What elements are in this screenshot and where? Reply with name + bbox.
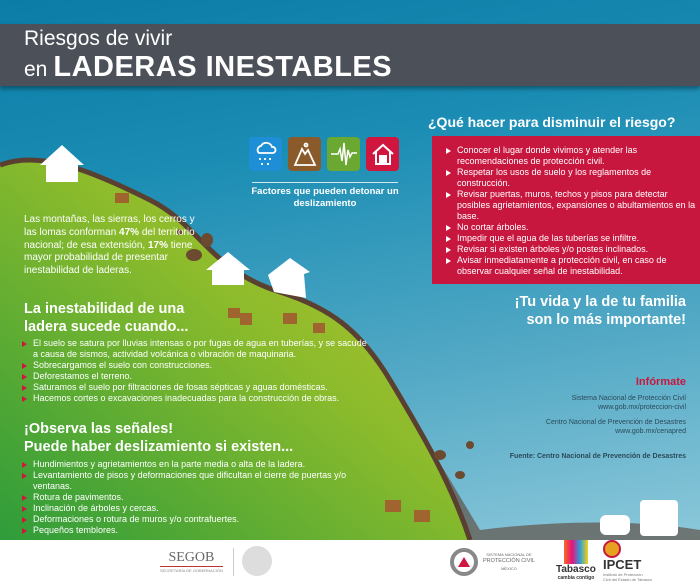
sinaproc-line: PROTECCIÓN CIVIL (483, 558, 535, 564)
sinaproc-line: MÉXICO (501, 566, 517, 571)
list-item: Respetar los usos de suelo y los reglamentos de construcción. (444, 167, 696, 189)
actions-heading: ¿Qué hacer para disminuir el riesgo? (428, 114, 676, 130)
tabasco-logo (556, 540, 596, 581)
slogan (515, 293, 686, 329)
list-item: No cortar árboles. (444, 222, 696, 233)
list-item: El suelo se satura por lluvias intensas o por fugas de agua en tuberías, y se sacude a causa de sismos, actividad volcánica o vibración de maquinaria. (20, 338, 370, 360)
ipcet-emblem-icon (603, 540, 621, 558)
mexico-seal-icon (242, 546, 272, 576)
house-damage-icon (366, 137, 399, 171)
intro-stat: 47% (119, 226, 140, 238)
list-item: Conocer el lugar donde vivimos y atender las recomendaciones de protección civil. (444, 145, 696, 167)
intro-text (24, 214, 204, 278)
list-item: Revisar puertas, muros, techos y pisos para detectar posibles agrietamientos, expansiones o abultamientos en la base. (444, 189, 696, 222)
list-item: Deforestamos el terreno. (20, 371, 370, 382)
ipcet-text: IPCET (603, 557, 642, 572)
house-icon (40, 145, 84, 182)
title-banner (0, 24, 700, 86)
earthquake-icon (327, 137, 360, 171)
tabasco-t-icon (564, 540, 588, 564)
list-item: Levantamiento de pisos y deformaciones que dificultan el cierre de puertas y/o ventanas. (20, 470, 370, 492)
list-item: Deformaciones o rotura de muros y/o contrafuertes. (20, 514, 370, 525)
list-item: Pequeños temblores. (20, 525, 370, 536)
volcano-icon (288, 137, 321, 171)
list-item: Avisar inmediatamente a protección civil, en caso de observar cualquier señal de inestabilidad. (444, 255, 696, 277)
divider (233, 548, 234, 576)
cracked-house-icon (268, 258, 310, 298)
list-item: Hundimientos y agrietamientos en la parte media o alta de la ladera. (20, 459, 370, 470)
source-sinaproc (572, 394, 686, 412)
list-item: Impedir que el agua de las tuberías se infiltre. (444, 233, 696, 244)
intro-part: del territorio nacional; de esa extensión, (24, 226, 195, 251)
intro-part: Las montañas, las sierras, los cerros y las lomas conforman (24, 214, 195, 238)
tabasco-text: Tabasco (556, 564, 596, 575)
instability-heading: La inestabilidad de una ladera sucede cuando... (24, 301, 189, 335)
slogan-line-2: son lo más importante! (526, 312, 686, 328)
footer-logos (0, 540, 700, 584)
title-prefix: en (24, 58, 48, 81)
list-item: Hacemos cortes o excavaciones inadecuadas para la construcción de obras. (20, 393, 370, 404)
list-item: Saturamos el suelo por filtraciones de fosas sépticas y aguas domésticas. (20, 382, 370, 393)
actions-box (432, 136, 700, 284)
sinaproc-text (483, 551, 535, 572)
divider (252, 182, 398, 183)
source-url[interactable]: www.gob.mx/cenapred (615, 428, 686, 435)
intro-stat: 17% (147, 239, 168, 251)
signals-title-2: Puede haber deslizamiento si existen... (24, 439, 294, 455)
segob-subtitle: SECRETARÍA DE GOBERNACIÓN (160, 568, 223, 573)
signals-heading (24, 420, 344, 456)
factors-caption: Factores que pueden detonar un deslizamiento (251, 186, 399, 209)
source-cenapred (546, 418, 686, 436)
signals-title-1: ¡Observa las señales! (24, 421, 174, 437)
sinaproc-line: SISTEMA NACIONAL DE (486, 552, 532, 557)
segob-logo (160, 550, 223, 573)
slogan-line-1: ¡Tu vida y la de tu familia (514, 294, 686, 310)
factor-icons (249, 137, 399, 171)
source-name: Sistema Nacional de Protección Civil (571, 395, 686, 402)
ipcet-subtitle: Instituto de Protección (603, 572, 643, 577)
tabasco-subtitle: cambia contigo (557, 575, 595, 581)
segob-text: SEGOB (168, 550, 215, 565)
proteccion-civil-logo-icon (450, 548, 478, 576)
list-item: Revisar si existen árboles y/o postes inclinados. (444, 244, 696, 255)
instability-list (20, 338, 370, 404)
rain-icon (249, 137, 282, 171)
title-line-1: Riesgos de vivir (24, 27, 173, 50)
source-url[interactable]: www.gob.mx/proteccion-civil (598, 404, 686, 411)
intro-part: tiene mayor probabilidad de presentar inestabilidad de laderas. (24, 239, 193, 277)
list-item: Sobrecargamos el suelo con construcciones. (20, 360, 370, 371)
source-name: Centro Nacional de Prevención de Desastres (545, 419, 686, 426)
informate-heading: Infórmate (635, 376, 686, 388)
ipcet-logo (603, 540, 652, 582)
actions-list (444, 145, 696, 277)
signals-list (20, 459, 370, 536)
ipcet-subtitle: Civil del Estado de Tabasco (603, 577, 653, 582)
list-item: Rotura de pavimentos. (20, 492, 370, 503)
title-line-2 (24, 51, 392, 86)
title-emphasis: LADERAS INESTABLES (53, 51, 393, 83)
fuente-credit: Fuente: Centro Nacional de Prevención de Desastres (509, 453, 686, 460)
list-item: Inclinación de árboles y cercas. (20, 503, 370, 514)
